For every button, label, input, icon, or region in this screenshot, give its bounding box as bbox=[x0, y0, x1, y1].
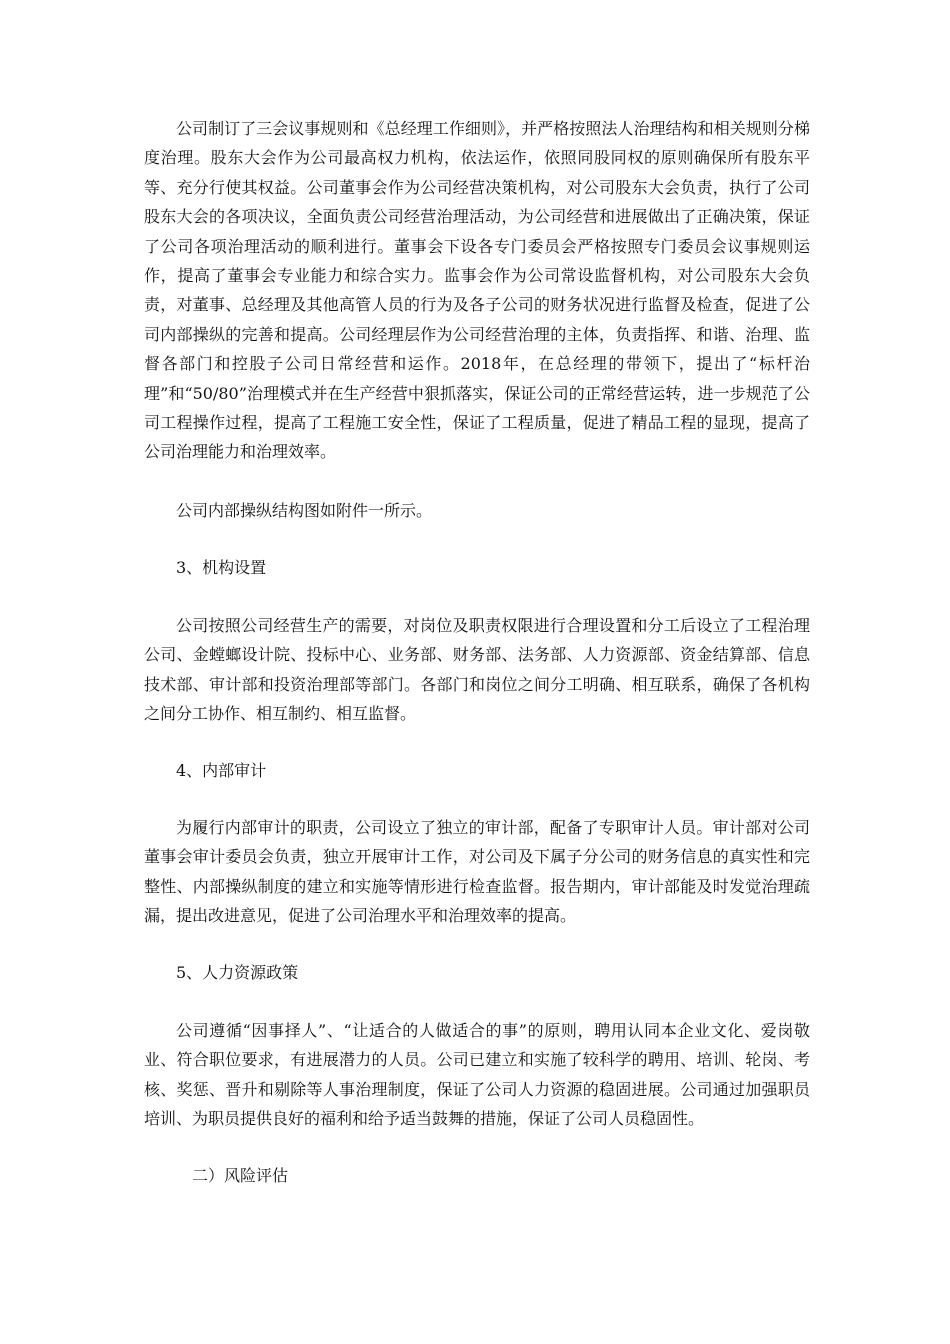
paragraph-hr-policy: 公司遵循“因事择人”、“让适合的人做适合的事”的原则，聘用认同本企业文化、爱岗敬业、符合职位要求，有进展潜力的人员。公司已建立和实施了较科学的聘用、培训、轮岗、考核、奖惩、晋升和剔除等人事治理制度，保证了公司人力资源的稳固进展。公司通过加强职员培训、为职员提供良好的福利和给予适当鼓舞的措施，保证了公司人员稳固性。 bbox=[144, 1020, 810, 1128]
paragraph-gap bbox=[144, 583, 810, 611]
paragraph-internal-audit: 为履行内部审计的职责，公司设立了独立的审计部，配备了专职审计人员。审计部对公司董事会审计委员会负责，独立开展审计工作，对公司及下属子分公司的财务信息的真实性和完整性、内部操纵制度的建立和实施等情形进行检查监督。报告期内，审计部能及时发觉治理疏漏，提出改进意见，促进了公司治理水平和治理效率的提高。 bbox=[144, 817, 810, 925]
paragraph-gap bbox=[144, 525, 810, 553]
heading-internal-audit: 4、内部审计 bbox=[176, 761, 267, 781]
paragraph-structure-chart-note: 公司内部操纵结构图如附件一所示。 bbox=[176, 500, 433, 520]
heading-hr-policy: 5、人力资源政策 bbox=[176, 963, 299, 983]
paragraph-governance: 公司制订了三会议事规则和《总经理工作细则》，并严格按照法人治理结构和相关规则分梯度治理。股东大会作为公司最高权力机构，依法运作，依照同股同权的原则确保所有股东平等、充分行使其权益。公司董事会作为公司经营决策机构，对公司股东大会负责，执行了公司股东大会的各项决议，全面负责公司经营治理活动，为公司经营和进展做出了正确决策，保证了公司各项治理活动的顺利进行。董事会下设各专门委员会严格按照专门委员会议事规则运作，提高了董事会专业能力和综合实力。监事会作为公司常设监督机构，对公司股东大会负责，对董事、总经理及其他高管人员的行为及各子公司的财务状况进行监督及检查，促进了公司内部操纵的完善和提高。公司经理层作为公司经营治理的主体，负责指挥、和谐、治理、监督各部门和控股子公司日常经营和运作。2018年，在总经理的带领下，提出了“标杆治理”和“50/80”治理模式并在生产经营中狠抓落实，保证公司的正常经营运转，进一步规范了公司工程操作过程，提高了工程施工安全性，保证了工程质量，促进了精品工程的显现，提高了公司治理能力和治理效率。 bbox=[144, 119, 810, 462]
paragraph-gap bbox=[144, 1133, 810, 1161]
paragraph-gap bbox=[144, 467, 810, 496]
document-page bbox=[144, 114, 810, 1191]
paragraph-gap bbox=[144, 728, 810, 756]
paragraph-organization-setup: 公司按照公司经营生产的需要，对岗位及职责权限进行合理设置和分工后设立了工程治理公司、金螳螂设计院、投标中心、业务部、财务部、法务部、人力资源部、资金结算部、信息技术部、审计部和投资治理部等部门。各部门和岗位之间分工明确、相互联系，确保了各机构之间分工协作、相互制约、相互监督。 bbox=[144, 615, 810, 723]
heading-organization-setup: 3、机构设置 bbox=[176, 558, 267, 578]
paragraph-gap bbox=[144, 786, 810, 813]
paragraph-gap bbox=[144, 988, 810, 1016]
paragraph-gap bbox=[144, 930, 810, 958]
heading-risk-assessment: 二）风险评估 bbox=[192, 1166, 289, 1186]
